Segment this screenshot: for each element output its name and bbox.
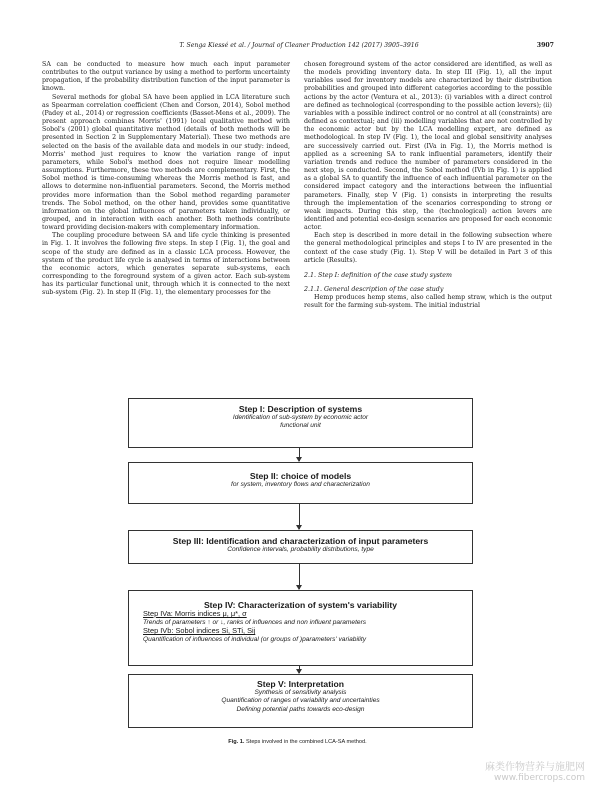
step-title: Step IV: Characterization of system's variability xyxy=(203,600,398,610)
running-title: T. Senga Kiessé et al. / Journal of Cleaner Production 142 (2017) 3905–3916 xyxy=(179,42,419,49)
watermark xyxy=(485,762,585,784)
watermark-text: 麻类作物营养与施肥网 xyxy=(485,762,585,773)
step-title: Step I: Description of systems xyxy=(238,404,363,414)
arrow-down xyxy=(299,665,300,673)
page-number: 3907 xyxy=(536,42,554,49)
step-line: for system, inventory flows and characterization xyxy=(231,481,370,488)
step-line: functional unit xyxy=(280,422,321,430)
figure-caption xyxy=(0,739,595,745)
step-4-box xyxy=(128,590,473,666)
step-1-box xyxy=(128,398,473,448)
step-line: Defining potential paths towards eco-design xyxy=(236,705,365,713)
paragraph: Several methods for global SA have been applied in LCA literature such as Spearman correlation coefficient (Chen and Corson, 2014), Sobol method (Padey et al., 2014) or regression coefficients (Basset-Mens et al., 2009). The present approach combines Morris' (1991) local qualitative method with Sobol's (2001) global quantitative method (details of both methods will be presented in Section 2 in Supplementary Material). These two methods are selected on the basis of the available data and models in our study: indeed, Morris' method just requires to know the variation range of input parameters, while Sobol's method does not require linear modelling assumptions. Furthermore, these two methods are complementary. First, the Sobol method is time-consuming whereas the Morris method is fast, and allows to determine non-influential parameters. Second, the Morris method provides more information than the Sobol method regarding parameter trends. The Sobol method, on the other hand, provides some quantitative information on the global influences of parameters taken individually, or grouped, and in interaction with each another. Both methods contribute toward providing decision-makers with complementary information. xyxy=(42,93,290,232)
step-line: Confidence intervals, probability distributions, type xyxy=(227,546,374,553)
paragraph: Each step is described in more detail in the following subsection where the general methodological principles and steps I to IV are presented in the context of the case study (Fig. 1). Step V will be detailed in Part 3 of this article (Results). xyxy=(304,232,552,264)
caption-label: Fig. 1. xyxy=(228,739,245,745)
step-4b-desc: Quantification of influences of individual (or groups of )parameters' variability xyxy=(143,635,366,643)
step-2-box xyxy=(128,462,473,504)
figure-1-flowchart xyxy=(128,398,473,728)
subsection-heading: 2.1.1. General description of the case study xyxy=(304,286,444,294)
paragraph: The coupling procedure between SA and life cycle thinking is presented in Fig. 1. It involves the following five steps. In step I (Fig. 1), the goal and scope of the study are defined as in a classic LCA process. However, the system of the product life cycle is analysed in terms of interactions between the economic actors, which generates separate sub-systems, each corresponding to the foreground system of a given actor. Each sub-system has its particular functional unit, through which it is connected to the next sub-system (Fig. 2). In step II (Fig. 1), the elementary processes for the xyxy=(42,232,290,297)
step-4b-title: Step IVb: Sobol indices Si, STi, Sij xyxy=(143,626,256,636)
section-heading: 2.1. Step I: definition of the case study system xyxy=(304,271,452,279)
step-3-box xyxy=(128,530,473,564)
step-title: Step III: Identification and characterization of input parameters xyxy=(172,536,429,546)
arrow-down xyxy=(299,503,300,529)
step-5-box xyxy=(128,674,473,728)
step-line: Quantification of ranges of variability and uncertainties xyxy=(221,697,380,705)
running-header xyxy=(44,42,554,54)
watermark-url: www.fibercrops.com xyxy=(494,773,585,783)
arrow-down xyxy=(299,563,300,589)
step-line: Identification of sub-system by economic actor xyxy=(232,414,369,421)
paragraph: chosen foreground system of the actor considered are identified, as well as the models providing inventory data. In step III (Fig. 1), all the input variables used for inventory models are characterized by their distribution probabilities and grouped into different categories according to the possible actions by the actor (Ventura et al., 2013): (i) variables with a direct control are defined as technological (corresponding to the possible action levers); (ii) variables with a possible indirect control or no control at all (constraints) are defined as contextual; and (iii) modelling variables that are not controlled by the economic actor but by the LCA modelling expert, are defined as methodological. In step IV (Fig. 1), the local and global sensitivity analyses are successively carried out. First (IVa in Fig. 1), the Morris method is applied as a screening SA to rank influential parameters, identify their variation trends and reduce the number of parameters considered in the next step, is conducted. Second, the Sobol method (IVb in Fig. 1) is applied as a global SA to quantify the influence of each influential parameter on the considered impact category and the interactions between the influential parameters. Finally, step V (Fig. 1) consists in interpreting the results through the implementation of the scenarios corresponding to strong or weak impacts. During this step, the (technological) action levers are identified and potential eco-design scenarios are proposed for each economic actor. xyxy=(304,61,553,232)
paragraph: SA can be conducted to measure how much each input parameter contributes to the output variance by using a method to perform uncertainty propagation, if the probability distribution function of the input parameter is known. xyxy=(42,61,290,93)
step-4a-desc: Trends of parameters ↑ or ↓, ranks of influences and non influent parameters xyxy=(143,618,367,626)
arrow-down xyxy=(299,447,300,461)
caption-text: Steps involved in the combined LCA-SA method. xyxy=(246,739,367,745)
right-column xyxy=(304,61,552,311)
step-line: Synthesis of sensitivity analysis xyxy=(254,689,347,696)
paragraph: Hemp produces hemp stems, also called hemp straw, which is the output result for the farming sub-system. The initial industrial xyxy=(304,294,552,310)
step-title: Step V: Interpretation xyxy=(257,679,344,689)
step-title: Step II: choice of models xyxy=(249,471,352,481)
left-column xyxy=(42,61,290,298)
step-4a-title: Step IVa: Morris indices μ, μ*, σ xyxy=(143,609,247,618)
